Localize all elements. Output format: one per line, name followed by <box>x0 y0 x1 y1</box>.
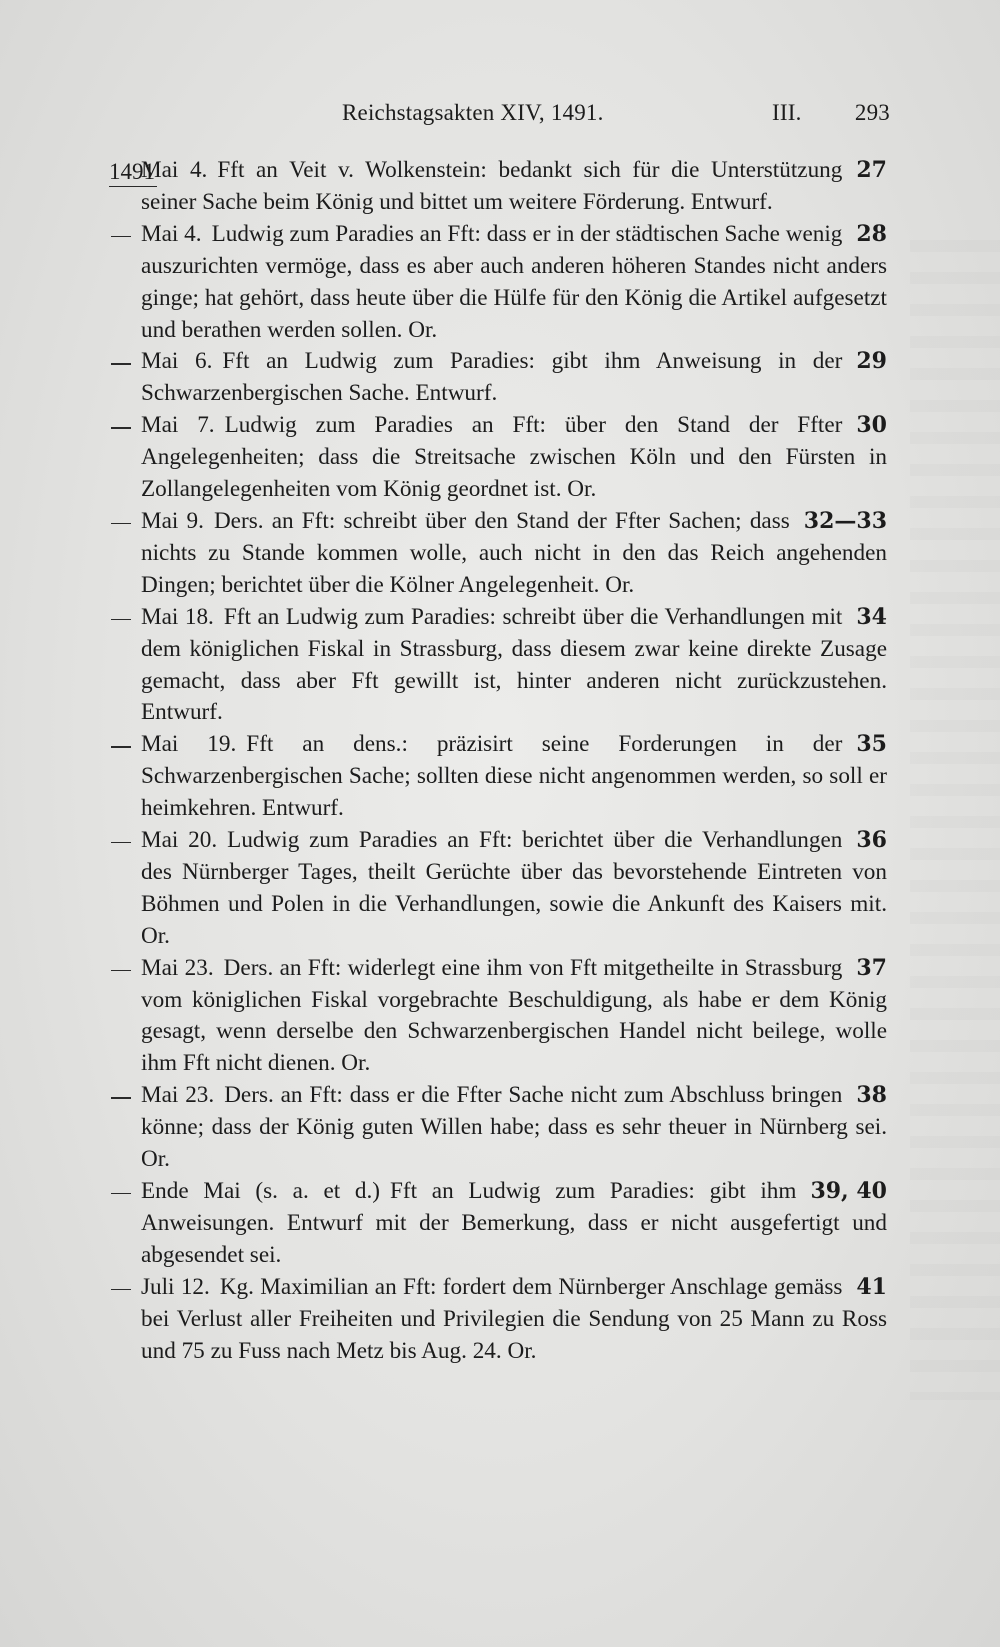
entry-number: 32—33 <box>803 507 887 534</box>
list-item <box>141 729 887 825</box>
entry-date: Mai 20. <box>141 827 218 854</box>
entry-date: Mai 4. <box>141 220 202 247</box>
entry-number: 28 <box>856 220 887 247</box>
list-item <box>141 346 887 410</box>
entry-number: 34 <box>856 603 887 630</box>
entry-list <box>141 155 887 1367</box>
entry-number: 27 <box>856 157 887 183</box>
page-number: 293 <box>854 100 890 125</box>
header-title: Reichstagsakten XIV, 1491. <box>342 100 604 125</box>
list-item <box>141 1080 887 1176</box>
entry-date: Juli 12. <box>141 1273 210 1300</box>
entry-date: Mai 4. <box>141 157 208 183</box>
entry-number: 38 <box>856 1082 887 1109</box>
entry-number: 37 <box>856 954 887 981</box>
entry-text: Fft an Ludwig zum Paradies: gibt ihm Anweisungen. Entwurf mit der Bemerkung, dass er nicht ausgefertigt und abgesendet sei. <box>141 1178 887 1268</box>
year-label: 1491 <box>109 158 157 187</box>
list-item <box>141 219 887 347</box>
list-item <box>141 602 887 730</box>
entry-text: Fft an Veit v. Wolkenstein: bedankt sich für die Unterstützung seiner Sache beim König und bittet um weitere Förderung. Entwurf. <box>141 157 843 215</box>
entry-number: 35 <box>856 731 887 758</box>
entry-text: Ludwig zum Paradies an Fft: dass er in der städtischen Sache wenig auszurichten vermöge, dass es aber auch anderen höheren Standes nicht anders ginge; hat gehört, dass heute über die Hülfe für den König die Artikel aufgesetzt und berathen werden sollen. Or. <box>141 220 887 343</box>
entry-text: Ders. an Fft: widerlegt eine ihm von Fft mitgetheilte in Strassburg vom königlichen Fiskal vorgebrachte Beschuldigung, als habe er dem König gesagt, wenn derselbe den Schwarzenbergischen Handel nicht beilege, wolle ihm Fft nicht dienen. Or. <box>141 954 887 1077</box>
entry-date: Mai 9. <box>141 507 204 534</box>
list-item <box>141 1272 887 1368</box>
list-item <box>141 825 887 953</box>
entry-number: 29 <box>856 348 887 375</box>
entry-date: Mai 6. <box>141 348 213 375</box>
entry-text: Fft an dens.: präzisirt seine Forderungen in der Schwarzenbergischen Sache; sollten diese nicht angenommen werden, so soll er heimkehren. Entwurf. <box>141 731 887 822</box>
entry-number: 41 <box>856 1273 887 1300</box>
entry-number: 36 <box>856 827 887 854</box>
entry-number: 39, 40 <box>810 1178 887 1204</box>
list-item <box>141 410 887 506</box>
list-item <box>141 953 887 1081</box>
entry-text: Kg. Maximilian an Fft: fordert dem Nürnberger Anschlage gemäss bei Verlust aller Freiheiten und Privilegien die Sendung von 25 Mann zu Ross und 75 zu Fuss nach Metz bis Aug. 24. Or. <box>141 1273 887 1364</box>
entry-text: Ludwig zum Paradies an Fft: über den Stand der Ffter Angelegenheiten; dass die Streitsache zwischen Köln und den Fürsten in Zollangelegenheiten vom König geordnet ist. Or. <box>141 412 887 503</box>
entry-date: Mai 23. <box>141 1082 215 1109</box>
entry-date: Mai 23. <box>141 954 214 981</box>
entry-date: Ende Mai (s. a. et d.) <box>141 1178 381 1204</box>
list-item <box>141 1176 887 1272</box>
entry-text: Ders. an Fft: dass er die Ffter Sache nicht zum Abschluss bringen könne; dass der König guten Willen habe; dass es sehr theuer in Nürnberg sei. Or. <box>141 1082 887 1173</box>
list-item <box>141 155 887 219</box>
entry-date: Mai 7. <box>141 412 215 439</box>
entry-text: Ders. an Fft: schreibt über den Stand der Ffter Sachen; dass nichts zu Stande kommen wolle, auch nicht in den das Reich angehenden Dingen; berichtet über die Kölner Angelegenheit. Or. <box>141 507 887 598</box>
entry-date: Mai 18. <box>141 603 214 630</box>
entry-text: Fft an Ludwig zum Paradies: gibt ihm Anweisung in der Schwarzenbergischen Sache. Entwurf. <box>141 348 843 407</box>
running-header <box>342 100 890 136</box>
entry-text: Fft an Ludwig zum Paradies: schreibt über die Verhandlungen mit dem königlichen Fiskal in Strassburg, dass diesem zwar keine direkte Zusage gemacht, dass aber Fft gewillt ist, hinter anderen nicht zurückzustehen. Entwurf. <box>141 603 887 726</box>
bleed-through-texture <box>910 240 1000 1400</box>
list-item <box>141 506 887 602</box>
entry-date: Mai 19. <box>141 731 237 758</box>
entry-number: 30 <box>856 412 887 439</box>
header-section: III. <box>772 100 802 125</box>
entry-text: Ludwig zum Paradies an Fft: berichtet über die Verhandlungen des Nürnberger Tages, theilt Gerüchte über das bevorstehende Eintreten von Böhmen und Polen in die Verhandlungen, sowie die Ankunft des Kaisers mit. Or. <box>141 827 887 949</box>
